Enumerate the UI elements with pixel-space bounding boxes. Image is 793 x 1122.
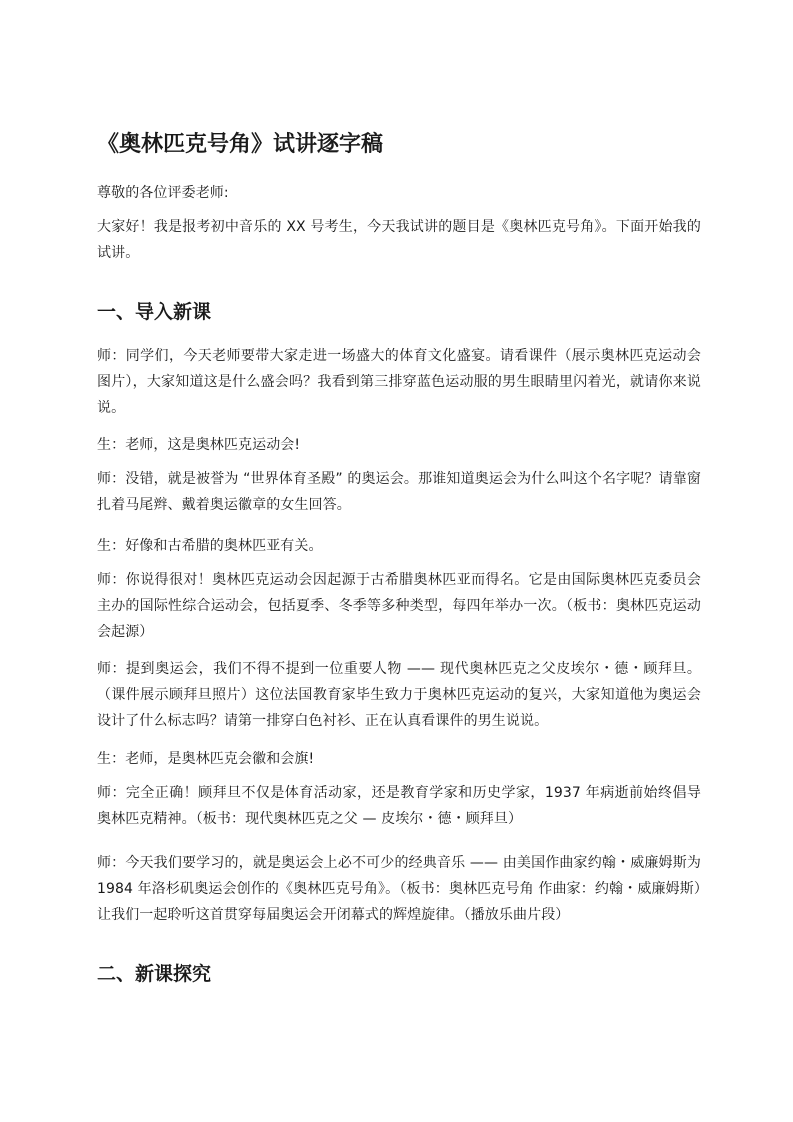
lesson-paragraph: 生：好像和古希腊的奥林匹亚有关。 bbox=[97, 538, 323, 554]
greeting-paragraph: 尊敬的各位评委老师: bbox=[97, 185, 229, 201]
lesson-paragraph: 师：提到奥运会，我们不得不提到一位重要人物 —— 现代奥林匹克之父皮埃尔・德・顾拜旦。（课件展示顾拜旦照片）这位法国教育家毕生致力于奥林匹克运动的复兴，大家知道他为奥运会设计了什么标志吗？请第一排穿白色衬衫、正在认真看课件的男生说说。 bbox=[97, 661, 701, 729]
section-heading-explore: 二、新课探究 bbox=[97, 963, 212, 985]
lesson-paragraph: 生：老师，是奥林匹克会徽和会旗! bbox=[97, 751, 315, 767]
section-heading-intro: 一、导入新课 bbox=[97, 301, 212, 323]
intro-paragraph: 大家好！我是报考初中音乐的 XX 号考生，今天我试讲的题目是《奥林匹克号角》。下面开始我的试讲。 bbox=[97, 219, 701, 261]
lesson-paragraph: 师：今天我们要学习的，就是奥运会上必不可少的经典音乐 —— 由美国作曲家约翰・威廉姆斯为 1984 年洛杉矶奥运会创作的《奥林匹克号角》。（板书：奥林匹克号角 作曲家：约翰・威廉姆斯）让我们一起聆听这首贯穿每届奥运会开闭幕式的辉煌旋律。（播放乐曲片段） bbox=[97, 855, 701, 923]
lesson-paragraph: 师：同学们，今天老师要带大家走进一场盛大的体育文化盛宴。请看课件（展示奥林匹克运动会图片），大家知道这是什么盛会吗？我看到第三排穿蓝色运动服的男生眼睛里闪着光，就请你来说说。 bbox=[97, 348, 701, 416]
lesson-paragraph: 生：老师，这是奥林匹克运动会! bbox=[97, 437, 301, 453]
lesson-paragraph: 师：你说得很对！奥林匹克运动会因起源于古希腊奥林匹亚而得名。它是由国际奥林匹克委员会主办的国际性综合运动会，包括夏季、冬季等多种类型，每四年举办一次。（板书：奥林匹克运动会起源） bbox=[97, 572, 701, 640]
document-title: 《奥林匹克号角》试讲逐字稿 bbox=[97, 132, 384, 157]
lesson-paragraph: 师：没错，就是被誉为 “世界体育圣殿” 的奥运会。那谁知道奥运会为什么叫这个名字呢？请靠窗扎着马尾辫、戴着奥运徽章的女生回答。 bbox=[97, 471, 701, 513]
lesson-paragraph: 师：完全正确！顾拜旦不仅是体育活动家，还是教育学家和历史学家，1937 年病逝前始终倡导奥林匹克精神。（板书：现代奥林匹克之父 — 皮埃尔・德・顾拜旦） bbox=[97, 785, 701, 827]
